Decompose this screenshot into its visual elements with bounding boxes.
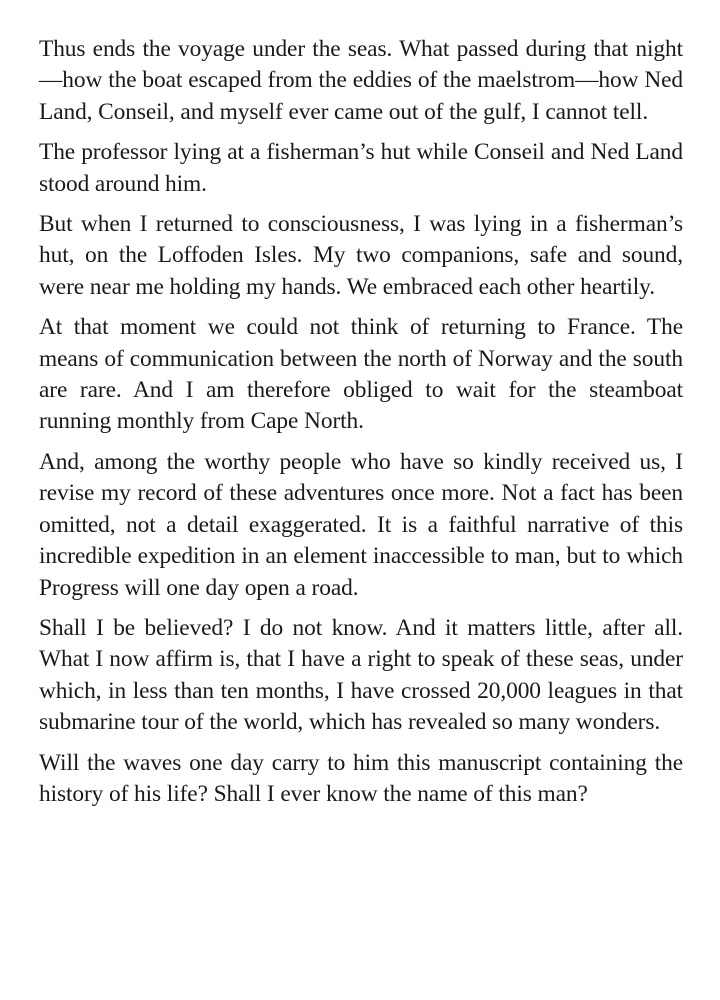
paragraph-consciousness: But when I returned to consciousness, I was lying in a fisherman’s hut, on the Loffoden Isles. My two companions, safe and sound, were near me holding my hands. We embraced each other heartily. [39,211,683,300]
paragraph-return-to-france: At that moment we could not think of returning to France. The means of communication between the north of Norway and the south are rare. And I am therefore obliged to wait for the steamboat running monthly from Cape North. [39,314,683,435]
paragraph-shall-i-be-believed: Shall I be believed? I do not know. And it matters little, after all. What I now affirm is, that I have a right to speak of these seas, under which, in less than ten months, I have crossed 20,000 leagues in that submarine tour of the world, which has revealed so many wonders. [39,614,683,736]
paragraph-record-revised: And, among the worthy people who have so kindly received us, I revise my record of these adventures once more. Not a fact has been omitted, not a detail exaggerated. It is a faithful narrative of this incredible expedition in an element inaccessible to man, but to which Progress will one day open a road. [39,448,683,601]
paragraph-voyage-ends: Thus ends the voyage under the seas. What passed during that night—how the boat escaped from the eddies of the maelstrom—how Ned Land, Conseil, and myself ever came out of the gulf, I cannot tell. [39,36,683,125]
paragraph-manuscript-question: Will the waves one day carry to him this manuscript containing the history of his life? Shall I ever know the name of this man? [39,749,683,807]
paragraph-illustration-caption: The professor lying at a fisherman’s hut while Conseil and Ned Land stood around him. [39,139,683,197]
